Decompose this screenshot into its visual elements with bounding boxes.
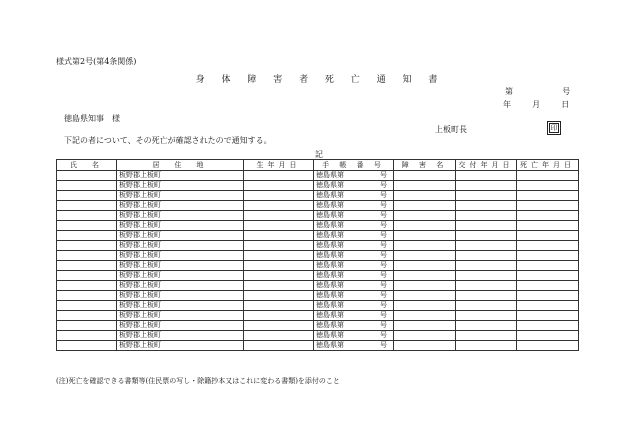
cell-issue-date [456, 181, 517, 191]
cell-death-date [517, 171, 579, 181]
cell-issue-date [456, 281, 517, 291]
document-number [505, 86, 570, 97]
cell-disability-name [394, 191, 456, 201]
cell-disability-name [394, 201, 456, 211]
cell-notebook-number [314, 201, 394, 211]
cell-address: 板野郡上板町 [117, 191, 244, 201]
cell-name [57, 211, 117, 221]
cell-name [57, 301, 117, 311]
cell-birthdate [244, 211, 314, 221]
notebook-suffix: 号 [380, 331, 387, 339]
cell-address: 板野郡上板町 [117, 241, 244, 251]
cell-death-date [517, 201, 579, 211]
table-row [57, 251, 579, 261]
notebook-suffix: 号 [380, 311, 387, 319]
table-row [57, 221, 579, 231]
cell-birthdate [244, 331, 314, 341]
cell-notebook-number [314, 311, 394, 321]
notebook-prefix: 徳島県第 [316, 281, 344, 289]
cell-address: 板野郡上板町 [117, 291, 244, 301]
table-row [57, 301, 579, 311]
notebook-suffix: 号 [380, 231, 387, 239]
cell-issue-date [456, 251, 517, 261]
cell-issue-date [456, 221, 517, 231]
cell-issue-date [456, 311, 517, 321]
cell-name [57, 251, 117, 261]
notebook-suffix: 号 [380, 271, 387, 279]
doc-number-prefix: 第 [505, 87, 513, 96]
cell-name [57, 291, 117, 301]
cell-notebook-number [314, 231, 394, 241]
cell-birthdate [244, 171, 314, 181]
cell-issue-date [456, 331, 517, 341]
cell-address: 板野郡上板町 [117, 341, 244, 351]
table-row [57, 241, 579, 251]
cell-notebook-number [314, 181, 394, 191]
cell-birthdate [244, 341, 314, 351]
addressee: 徳島県知事 様 [64, 114, 120, 123]
notebook-prefix: 徳島県第 [316, 271, 344, 279]
cell-notebook-number [314, 221, 394, 231]
cell-birthdate [244, 281, 314, 291]
header-birthdate: 生年月日 [244, 160, 314, 171]
cell-issue-date [456, 271, 517, 281]
cell-notebook-number [314, 341, 394, 351]
cell-disability-name [394, 231, 456, 241]
cell-notebook-number [314, 331, 394, 341]
cell-address: 板野郡上板町 [117, 261, 244, 271]
notebook-prefix: 徳島県第 [316, 231, 344, 239]
table-row [57, 171, 579, 181]
cell-issue-date [456, 191, 517, 201]
cell-birthdate [244, 181, 314, 191]
notebook-suffix: 号 [380, 291, 387, 299]
notebook-prefix: 徳島県第 [316, 301, 344, 309]
cell-birthdate [244, 261, 314, 271]
cell-death-date [517, 301, 579, 311]
notebook-prefix: 徳島県第 [316, 311, 344, 319]
cell-issue-date [456, 261, 517, 271]
cell-disability-name [394, 281, 456, 291]
cell-notebook-number [314, 291, 394, 301]
cell-birthdate [244, 321, 314, 331]
cell-address: 板野郡上板町 [117, 331, 244, 341]
cell-birthdate [244, 291, 314, 301]
cell-disability-name [394, 221, 456, 231]
notebook-suffix: 号 [380, 191, 387, 199]
cell-issue-date [456, 341, 517, 351]
notebook-prefix: 徳島県第 [316, 261, 344, 269]
header-disability-name: 障 害 名 [394, 160, 456, 171]
cell-issue-date [456, 301, 517, 311]
cell-notebook-number [314, 171, 394, 181]
footnote: (注)死亡を確認できる書類等(住民票の写し・除籍抄本又はこれに変わる書類)を添付のこと [56, 377, 340, 385]
notebook-suffix: 号 [380, 221, 387, 229]
cell-issue-date [456, 241, 517, 251]
cell-disability-name [394, 301, 456, 311]
notebook-suffix: 号 [380, 171, 387, 179]
notebook-prefix: 徳島県第 [316, 321, 344, 329]
cell-address: 板野郡上板町 [117, 221, 244, 231]
seal-stamp: 印 [547, 121, 561, 135]
cell-death-date [517, 181, 579, 191]
notebook-suffix: 号 [380, 321, 387, 329]
cell-birthdate [244, 191, 314, 201]
cell-address: 板野郡上板町 [117, 251, 244, 261]
cell-issue-date [456, 201, 517, 211]
cell-issue-date [456, 291, 517, 301]
cell-name [57, 321, 117, 331]
body-text: 下記の者について、その死亡が確認されたので通知する。 [64, 136, 272, 145]
notebook-suffix: 号 [380, 241, 387, 249]
records-table [56, 159, 579, 351]
cell-birthdate [244, 311, 314, 321]
notebook-suffix: 号 [380, 341, 387, 349]
date-month: 月 [532, 100, 541, 109]
notebook-prefix: 徳島県第 [316, 181, 344, 189]
cell-death-date [517, 341, 579, 351]
cell-address: 板野郡上板町 [117, 311, 244, 321]
cell-birthdate [244, 231, 314, 241]
cell-death-date [517, 261, 579, 271]
cell-birthdate [244, 271, 314, 281]
cell-disability-name [394, 271, 456, 281]
cell-notebook-number [314, 301, 394, 311]
cell-address: 板野郡上板町 [117, 211, 244, 221]
cell-issue-date [456, 231, 517, 241]
cell-address: 板野郡上板町 [117, 181, 244, 191]
document-title: 身 体 障 害 者 死 亡 通 知 書 [195, 75, 445, 85]
issuer: 上板町長 [435, 125, 467, 134]
cell-death-date [517, 291, 579, 301]
cell-death-date [517, 211, 579, 221]
table-header-row [57, 160, 579, 171]
cell-address: 板野郡上板町 [117, 271, 244, 281]
header-address: 居 住 地 [117, 160, 244, 171]
issue-date [503, 99, 569, 110]
cell-name [57, 231, 117, 241]
header-death-date: 死亡年月日 [517, 160, 579, 171]
cell-address: 板野郡上板町 [117, 281, 244, 291]
cell-death-date [517, 331, 579, 341]
cell-notebook-number [314, 211, 394, 221]
cell-disability-name [394, 251, 456, 261]
table-row [57, 181, 579, 191]
cell-address: 板野郡上板町 [117, 231, 244, 241]
cell-notebook-number [314, 191, 394, 201]
cell-notebook-number [314, 241, 394, 251]
table-row [57, 331, 579, 341]
cell-issue-date [456, 211, 517, 221]
cell-disability-name [394, 291, 456, 301]
cell-death-date [517, 241, 579, 251]
notebook-prefix: 徳島県第 [316, 201, 344, 209]
notebook-prefix: 徳島県第 [316, 251, 344, 259]
notebook-prefix: 徳島県第 [316, 341, 344, 349]
cell-name [57, 311, 117, 321]
cell-disability-name [394, 241, 456, 251]
cell-death-date [517, 271, 579, 281]
cell-name [57, 331, 117, 341]
table-row [57, 201, 579, 211]
cell-disability-name [394, 321, 456, 331]
doc-number-suffix: 号 [562, 87, 571, 96]
cell-name [57, 241, 117, 251]
cell-death-date [517, 191, 579, 201]
table-row [57, 211, 579, 221]
cell-name [57, 281, 117, 291]
cell-birthdate [244, 201, 314, 211]
cell-disability-name [394, 211, 456, 221]
table-row [57, 341, 579, 351]
notebook-suffix: 号 [380, 211, 387, 219]
cell-address: 板野郡上板町 [117, 321, 244, 331]
notebook-prefix: 徳島県第 [316, 191, 344, 199]
cell-name [57, 201, 117, 211]
ki-heading: 記 [315, 150, 323, 159]
notebook-prefix: 徳島県第 [316, 241, 344, 249]
table-row [57, 261, 579, 271]
cell-death-date [517, 321, 579, 331]
cell-notebook-number [314, 321, 394, 331]
table-row [57, 231, 579, 241]
cell-birthdate [244, 241, 314, 251]
cell-name [57, 261, 117, 271]
cell-address: 板野郡上板町 [117, 301, 244, 311]
date-day: 日 [561, 100, 570, 109]
header-issue-date: 交付年月日 [456, 160, 517, 171]
header-notebook-number: 手 帳 番 号 [314, 160, 394, 171]
notebook-suffix: 号 [380, 301, 387, 309]
cell-death-date [517, 231, 579, 241]
notebook-suffix: 号 [380, 281, 387, 289]
cell-address: 板野郡上板町 [117, 171, 244, 181]
cell-death-date [517, 221, 579, 231]
table-row [57, 291, 579, 301]
notebook-prefix: 徳島県第 [316, 211, 344, 219]
cell-death-date [517, 311, 579, 321]
cell-disability-name [394, 181, 456, 191]
cell-notebook-number [314, 251, 394, 261]
cell-birthdate [244, 251, 314, 261]
table-row [57, 321, 579, 331]
table-row [57, 191, 579, 201]
cell-name [57, 341, 117, 351]
cell-name [57, 181, 117, 191]
cell-name [57, 271, 117, 281]
table-row [57, 311, 579, 321]
cell-name [57, 171, 117, 181]
cell-death-date [517, 251, 579, 261]
notebook-prefix: 徳島県第 [316, 221, 344, 229]
table-row [57, 271, 579, 281]
cell-disability-name [394, 171, 456, 181]
table-row [57, 281, 579, 291]
cell-issue-date [456, 321, 517, 331]
notebook-suffix: 号 [380, 261, 387, 269]
notebook-prefix: 徳島県第 [316, 291, 344, 299]
cell-disability-name [394, 311, 456, 321]
cell-disability-name [394, 261, 456, 271]
cell-disability-name [394, 331, 456, 341]
cell-birthdate [244, 301, 314, 311]
cell-address: 板野郡上板町 [117, 201, 244, 211]
header-name: 氏 名 [57, 160, 117, 171]
notebook-prefix: 徳島県第 [316, 331, 344, 339]
form-id: 様式第2号(第4条関係) [56, 57, 137, 66]
notebook-suffix: 号 [380, 201, 387, 209]
cell-notebook-number [314, 271, 394, 281]
notebook-prefix: 徳島県第 [316, 171, 344, 179]
cell-death-date [517, 281, 579, 291]
cell-notebook-number [314, 261, 394, 271]
cell-notebook-number [314, 281, 394, 291]
date-year: 年 [503, 100, 511, 109]
cell-name [57, 221, 117, 231]
cell-issue-date [456, 171, 517, 181]
cell-birthdate [244, 221, 314, 231]
cell-name [57, 191, 117, 201]
notebook-suffix: 号 [380, 251, 387, 259]
cell-disability-name [394, 341, 456, 351]
notebook-suffix: 号 [380, 181, 387, 189]
